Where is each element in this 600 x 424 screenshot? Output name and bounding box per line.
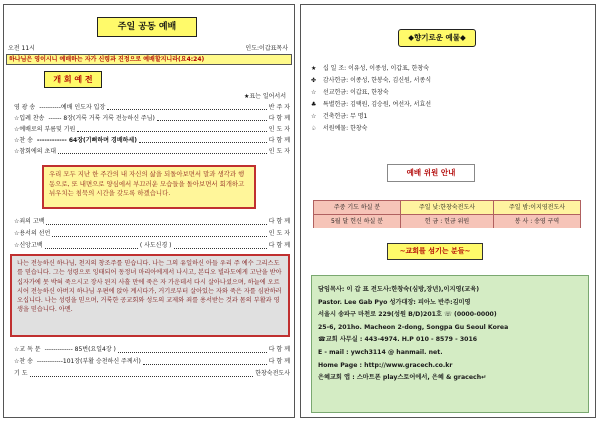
order-item <box>14 216 290 228</box>
order-item-left: ☆교 독 문 <box>14 346 41 353</box>
bulletin-page-right <box>300 4 596 418</box>
order-item <box>14 135 290 146</box>
order-item <box>14 240 290 252</box>
order-item <box>14 102 290 113</box>
church-info-line: 서울시 송파구 마천로 229(성원 B/D)201호 ☏ (0000-0000) <box>318 311 497 319</box>
offering-row <box>311 113 431 125</box>
section-title: 개 회 예 전 <box>53 75 93 84</box>
order-item-leader: 인 도 자 <box>268 147 290 155</box>
offering-label: 특별헌금: <box>322 101 349 108</box>
church-info-line: ☎교회 사무실 : 443-4974. H.P 010 - 8579 - 3016 <box>318 336 478 344</box>
offering-names: 이유성, 이종성, 이갑표, 한창숙 <box>348 65 430 72</box>
order-item-detail: ( 사도신경 ) <box>139 242 172 249</box>
church-staff-title: ~교회를 섬기는 분들~ <box>399 247 471 255</box>
theme-verse: 하나님은 영이시니 예배하는 자가 신령과 진정으로 예배할지니라(요4:24) <box>9 56 205 63</box>
order-item-leader: 한창숙전도사 <box>255 370 290 377</box>
order-item <box>14 146 290 157</box>
order-item-leader: 인 도 자 <box>268 230 290 237</box>
order-item-left: ☆참회에의 초대 <box>14 147 57 155</box>
theme-verse-box <box>6 54 292 65</box>
order-item-left: ☆신앙고백 <box>14 242 43 249</box>
order-item-detail: ------------ 64장(기뻐하며 경배하세) <box>36 136 137 144</box>
order-item <box>14 344 290 356</box>
offering-icon: ♣ <box>311 101 317 108</box>
duty-cell: 헌 금 : 헌금 위원 <box>401 215 494 228</box>
church-info-line: 25-6, 201ho. Macheon 2-dong, Songpa Gu Seoul Korea <box>318 323 509 331</box>
offering-title: ◆향기로운 예물◆ <box>408 33 466 42</box>
order-item-detail: ------ 8장(거룩 거룩 거룩 전능하신 주님) <box>48 114 155 122</box>
offering-row <box>311 65 431 77</box>
church-info-line: 은혜교회 앱 : 스마트폰 play스토어에서, 은혜 & gracech↵ <box>318 374 487 382</box>
order-item-left: ☆예배로의 부름및 기원 <box>14 125 76 133</box>
offering-list <box>311 65 431 137</box>
order-item <box>14 368 290 380</box>
offering-names: 한창숙 <box>350 125 368 132</box>
order-item <box>14 124 290 135</box>
offering-label: 십 일 조: <box>322 65 347 72</box>
order-item-left: 기 도 <box>14 370 28 377</box>
confession-text: 우리 모두 지난 한 주간의 내 자신의 삶을 되돌아보면서 말과 생각과 행동으로, 또 내면으로 양심에서 부끄러운 모습들을 돌아보면서 회개하고 뉘우치는 침묵의 시간을 갖도록 하겠습니다. <box>49 170 245 197</box>
offering-icon: ☆ <box>311 89 317 96</box>
order-item-left: ☆입례 찬송 <box>14 114 45 122</box>
order-mid-list <box>14 216 290 252</box>
order-bottom-list <box>14 344 290 380</box>
order-item-leader: 다 함 께 <box>268 114 290 122</box>
service-time: 오전 11시 <box>8 45 35 52</box>
offering-names: 이종성, 한봉숙, 김신원, 서종식 <box>350 77 432 84</box>
order-item-detail: ------------- 85번(요일4장 ) <box>44 346 116 353</box>
order-item-leader: 다 함 께 <box>268 218 290 225</box>
duty-cell: 주일 밤:이지영전도사 <box>494 201 580 214</box>
church-info-box <box>311 275 589 413</box>
church-info-line: 담임목사: 이 갑 표 전도사:한창숙(심방,장년),이지영(교육) <box>318 286 480 293</box>
service-leader: 인도:이갑표목사 <box>245 45 288 52</box>
order-item <box>14 228 290 240</box>
order-item-left: 영 광 송 <box>14 103 36 111</box>
duty-title-box <box>387 164 475 182</box>
order-item-leader: 다 함 께 <box>268 242 290 249</box>
offering-label: 선교헌금: <box>322 89 349 96</box>
duty-row <box>314 201 580 215</box>
offering-row <box>311 101 431 113</box>
duty-cell-label: 5월 달 헌신 하실 분 <box>314 215 401 228</box>
duty-title: 예배 위원 안내 <box>406 168 456 177</box>
offering-names: 이갑표, 한창숙 <box>350 89 389 96</box>
offering-label: 감사헌금: <box>322 77 349 84</box>
duty-cell: 봉 사 : 송영 구역 <box>494 215 580 228</box>
offering-label: 건축헌금: <box>322 113 349 120</box>
offering-names: 무 명1 <box>350 113 368 120</box>
offering-names: 김택원, 김승원, 여선자, 서효선 <box>350 101 432 108</box>
offering-row <box>311 77 431 89</box>
duty-cell-label: 주중 기도 하실 분 <box>314 201 401 214</box>
church-info-line: E - mail : ywch3114 @ hanmail. net. <box>318 348 443 356</box>
creed-text: 나는 전능하신 하나님, 천지의 창조주를 믿습니다. 나는 그의 유일하신 아들 우리 주 예수 그리스도를 믿습니다. 그는 성령으로 잉태되어 동정녀 마리아에게서 나시고, 본디오 빌라도에게 고난을 받아 십자가에 못 박혀 죽으시고 장사 된지 사흘 만에 죽은 자 가운데서 다시 살아나셨으며, 하늘에 오르시어 전능하신 아버지 하나님 우편에 앉아 계시다가, 거기로부터 살아있는 자와 죽은 자를 심판하러 오십니다. 나는 성령을 믿으며, 거룩한 공교회와 성도의 교제와 죄를 용서받는 것과 몸의 부활과 영생을 믿습니다. 아멘. <box>17 260 282 314</box>
church-info-line: Pastor. Lee Gab Pyo 성가대장: 피아노 반주:김미영 <box>318 298 471 306</box>
offering-icon: ★ <box>311 65 317 72</box>
offering-icon: ♤ <box>311 125 317 132</box>
order-item-detail: ----------예배 인도자 입장 <box>39 103 106 111</box>
creed-box <box>10 254 290 337</box>
offering-title-box <box>398 29 476 47</box>
order-top-list <box>14 102 290 157</box>
order-item <box>14 356 290 368</box>
order-item-leader: 다 함 께 <box>268 358 290 365</box>
church-info-line: Home Page : http://www.gracech.co.kr <box>318 361 453 369</box>
offering-label: 서원예물: <box>322 125 349 132</box>
order-item-leader: 다 함 께 <box>268 346 290 353</box>
duty-table <box>313 200 581 228</box>
offering-row <box>311 125 431 137</box>
confession-box <box>42 165 256 209</box>
section-title-box <box>44 71 102 88</box>
order-item-left: ☆죄의 고백 <box>14 218 45 225</box>
order-item <box>14 113 290 124</box>
order-item-left: ☆찬 송 <box>14 136 33 144</box>
order-item-leader: 다 함 께 <box>268 136 290 144</box>
bulletin-page-left <box>3 4 295 418</box>
offering-row <box>311 89 431 101</box>
duty-cell: 주일 낮:한창숙전도사 <box>401 201 494 214</box>
offering-icon: ☆ <box>311 113 317 120</box>
order-item-left: ☆찬 송 <box>14 358 33 365</box>
duty-row <box>314 215 580 228</box>
order-item-leader: 인 도 자 <box>268 125 290 133</box>
order-item-detail: ------------101장(부활 승천하신 주께서) <box>36 358 141 365</box>
church-staff-title-box <box>387 243 483 260</box>
order-item-left: ☆용서의 선언 <box>14 230 51 237</box>
order-item-leader: 반 주 자 <box>268 103 290 111</box>
stand-note: ★표는 일어서서 <box>243 93 286 100</box>
service-title: 주일 공동 예배 <box>117 22 177 32</box>
offering-icon: ✤ <box>311 77 317 84</box>
service-title-box <box>97 17 197 37</box>
